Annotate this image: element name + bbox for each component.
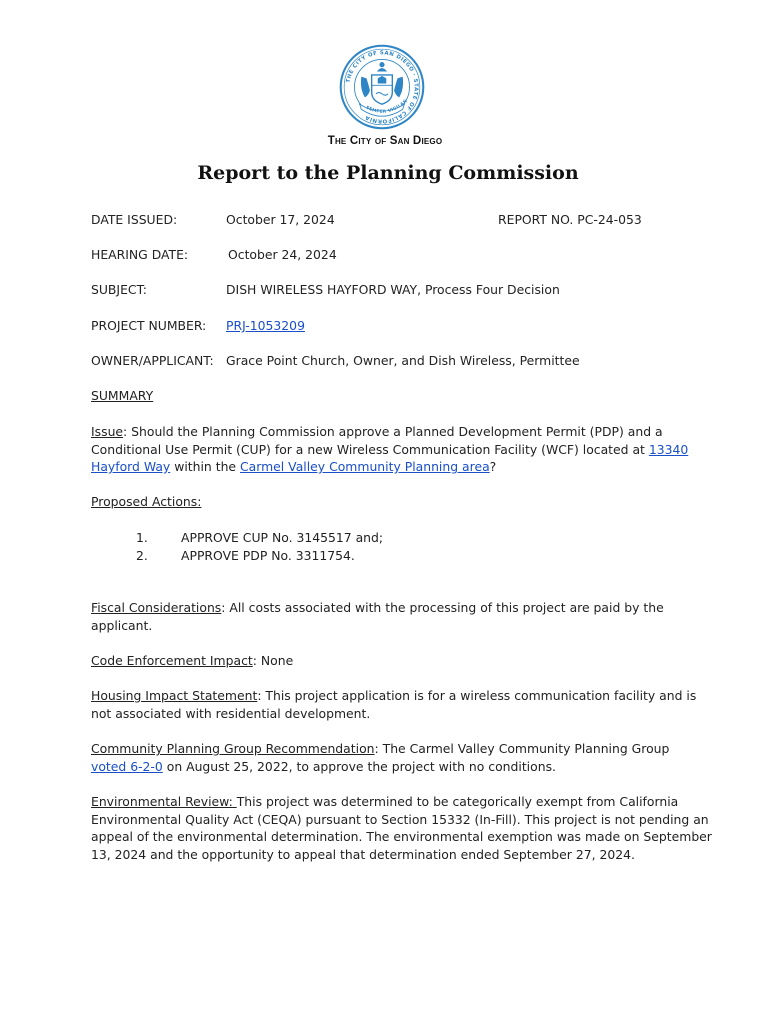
cpg-text-2: on August 25, 2022, to approve the project with no conditions. bbox=[162, 758, 556, 774]
issue-paragraph bbox=[91, 423, 691, 476]
city-name: The City of San Diego bbox=[327, 135, 443, 147]
env-text-2: Environmental Quality Act (CEQA) pursuant to Section 15332 (In-Fill). This project is not pending an bbox=[91, 811, 709, 827]
action-number: 2. bbox=[136, 548, 148, 563]
proposed-actions-heading: Proposed Actions: bbox=[91, 494, 202, 509]
address-link-part2[interactable]: Hayford Way bbox=[91, 459, 171, 474]
environmental-review-paragraph bbox=[91, 793, 712, 863]
env-text-1: This project was determined to be categorically exempt from California bbox=[236, 794, 679, 809]
env-text-3: appeal of the environmental determination. The environmental exemption was made on September bbox=[91, 829, 712, 844]
code-enforcement-paragraph bbox=[91, 652, 691, 670]
report-title: Report to the Planning Commission bbox=[197, 162, 579, 184]
housing-impact-paragraph bbox=[91, 687, 697, 722]
community-planning-area-link[interactable]: Carmel Valley Community Planning area bbox=[239, 459, 490, 474]
city-seal-logo bbox=[339, 44, 425, 130]
env-text-4: 13, 2024 and the opportunity to appeal that determination ended September 27, 2024. bbox=[91, 846, 635, 862]
issue-label: Issue bbox=[91, 424, 124, 439]
action-item: APPROVE PDP No. 3311754. bbox=[181, 548, 355, 563]
fiscal-label: Fiscal Considerations bbox=[91, 600, 222, 615]
svg-text:SEMPER VIGILANS: SEMPER VIGILAN bbox=[364, 98, 409, 115]
date-issued-label: DATE ISSUED: bbox=[91, 212, 178, 227]
svg-text:THE CITY OF SAN DIEGO · STATE: THE CITY OF SAN DIEGO · STATE OF CALIFORNIA bbox=[345, 50, 419, 124]
project-number-label: PROJECT NUMBER: bbox=[91, 318, 207, 333]
report-number: REPORT NO. PC-24-053 bbox=[498, 212, 642, 227]
vote-result-link[interactable]: voted 6-2-0 bbox=[91, 758, 163, 774]
housing-label: Housing Impact Statement bbox=[91, 688, 258, 703]
issue-text-2: Conditional Use Permit (CUP) for a new Wireless Communication Facility (WCF) located at bbox=[91, 441, 649, 457]
environmental-review-label: Environmental Review: bbox=[91, 794, 237, 809]
cpg-text-1: : The Carmel Valley Community Planning Group bbox=[374, 741, 670, 756]
code-enforcement-text: : None bbox=[252, 653, 294, 668]
issue-text-4: ? bbox=[489, 459, 497, 474]
address-link-part1[interactable]: 13340 bbox=[648, 441, 689, 457]
fiscal-text-2: applicant. bbox=[91, 617, 153, 633]
project-number-link[interactable]: PRJ-1053209 bbox=[226, 318, 305, 333]
date-issued-value: October 17, 2024 bbox=[226, 212, 335, 227]
summary-heading: SUMMARY bbox=[91, 388, 154, 403]
owner-applicant-value: Grace Point Church, Owner, and Dish Wireless, Permittee bbox=[226, 353, 580, 368]
housing-text-1: : This project application is for a wireless communication facility and is bbox=[257, 688, 697, 703]
subject-value: DISH WIRELESS HAYFORD WAY, Process Four Decision bbox=[226, 282, 560, 297]
housing-text-2: not associated with residential development. bbox=[91, 705, 371, 721]
issue-text-1: : Should the Planning Commission approve a Planned Development Permit (PDP) and a bbox=[123, 424, 663, 439]
community-planning-group-paragraph bbox=[91, 740, 691, 775]
hearing-date-value: October 24, 2024 bbox=[228, 247, 337, 262]
fiscal-considerations-paragraph bbox=[91, 599, 691, 634]
subject-label: SUBJECT: bbox=[91, 282, 147, 297]
owner-applicant-label: OWNER/APPLICANT: bbox=[91, 353, 214, 368]
code-enforcement-label: Code Enforcement Impact bbox=[91, 653, 253, 668]
action-number: 1. bbox=[136, 530, 148, 545]
hearing-date-label: HEARING DATE: bbox=[91, 247, 189, 262]
action-item: APPROVE CUP No. 3145517 and; bbox=[181, 530, 384, 545]
cpg-label: Community Planning Group Recommendation bbox=[91, 741, 375, 756]
fiscal-text-1: : All costs associated with the processing of this project are paid by the bbox=[221, 600, 664, 615]
issue-text-3: within the bbox=[170, 459, 240, 474]
